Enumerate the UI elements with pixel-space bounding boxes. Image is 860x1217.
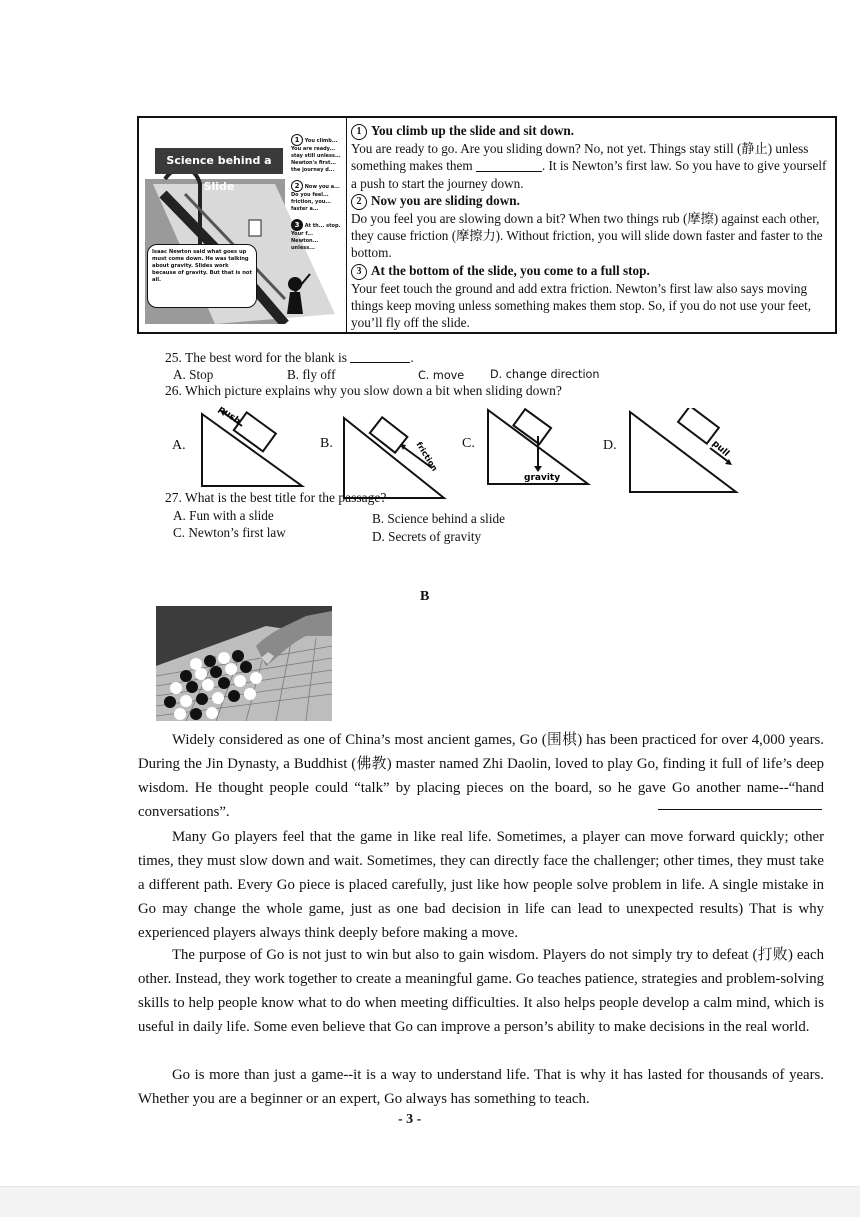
figure-c-label: C. <box>462 436 475 451</box>
q27-option-d: D. Secrets of gravity <box>372 529 482 544</box>
figure-a-incline <box>198 402 306 488</box>
page-bottom-band <box>0 1186 860 1217</box>
image-side-notes <box>291 134 341 252</box>
section-1-heading: 1 You climb up the slide and sit down. <box>351 122 833 140</box>
paragraph-1-underline <box>658 809 822 810</box>
note-text-3: At th... stop. Your f... Newton... unless... <box>291 223 341 251</box>
question-25-stem: 25. The best word for the blank is . <box>165 350 414 365</box>
note-text-1: You climb... You are ready... stay still unless... Newton's first... the journey d... <box>291 138 341 173</box>
figure-a-arrow-label: push <box>216 404 243 427</box>
question-27-stem: 27. What is the best title for the passage? <box>165 490 387 505</box>
go-board-drawing <box>156 606 332 721</box>
figure-c-arrow-label: gravity <box>524 473 561 483</box>
q25-option-a: A. Stop <box>173 367 214 382</box>
note-number-2: 2 <box>291 180 303 192</box>
passage-b-paragraph-3: The purpose of Go is not just to win but also to gain wisdom. Players do not simply try to defeat (打败) each other. Instead, they work together to create a meaningful game. Go teaches patience, strategies and problem-solving skills to help people know what to do when meeting difficulties. It also helps people develop a calm mind, which is useful in daily life. Some even believe that Go can improve a person’s ability to make decisions in the real world. <box>138 947 824 1035</box>
section-2-text: Do you feel you are slowing down a bit? When two things rub (摩擦) against each other, they cause friction (摩擦力). Without friction, you will slide down faster and faster to the bottom. <box>351 210 823 261</box>
circled-number-3: 3 <box>351 264 367 280</box>
passage-b-heading: B <box>420 589 430 604</box>
section-2-heading: 2 Now you are sliding down. <box>351 192 833 210</box>
question-26-stem: 26. Which picture explains why you slow down a bit when sliding down? <box>165 383 562 398</box>
q25-option-b: B. fly off <box>287 367 336 382</box>
q25-option-d: D. change direction <box>490 368 600 381</box>
passage-b-paragraph-4: Go is more than just a game--it is a way to understand life. That is why it has lasted for thousands of years. Whether you are a beginner or an expert, Go always has something to teach. <box>138 1067 824 1107</box>
note-number-1: 1 <box>291 134 303 146</box>
note-text-2: Now you a... Do you feel... friction, you... faster a... <box>291 184 340 212</box>
section-1-text: You are ready to go. Are you sliding down? No, not yet. Things stay still (静止) unless something makes them . It is Newton’s first law. So you have to give yourself a push to start the journey down. <box>351 141 827 191</box>
slide-image-title: Science behind a Slide <box>155 148 283 174</box>
q27-option-a: A. Fun with a slide <box>173 508 274 523</box>
q27-option-b: B. Science behind a slide <box>372 511 505 526</box>
note-number-3: 3 <box>291 219 303 231</box>
passage-b-paragraph-2: Many Go players feel that the game in like real life. Sometimes, a player can move forward quickly; other times, they must slow down and wait. Sometimes, they can directly face the challenger; other times, they must take a different path. Every Go piece is placed carefully, just like how people solve problem in life. A single mistake in Go may change the whole game, just as one bad decision in life can lead to unexpected results) That is why experienced players always think deeply before making a move. <box>138 829 824 941</box>
passage-b-paragraph-1: Widely considered as one of China’s most ancient games, Go (围棋) has been practiced for over 4,000 years. During the Jin Dynasty, a Buddhist (佛教) master named Zhi Daolin, loved to play Go, finding it full of life’s deep wisdom. He thought people could “talk” by placing pieces on the board, so he gave Go another name--“hand conversations”. <box>138 732 824 820</box>
figure-b-arrow-label: friction <box>414 440 440 473</box>
figure-d-arrow-label: pull <box>709 438 731 459</box>
figure-d-label: D. <box>603 438 617 453</box>
answer-blank <box>476 159 542 172</box>
slide-passage-text <box>351 122 833 332</box>
circled-number-1: 1 <box>351 124 367 140</box>
figure-a-label: A. <box>172 438 186 453</box>
go-board-photo <box>156 606 332 721</box>
section-3-text: Your feet touch the ground and add extra friction. Newton’s first law also says moving things keep moving unless something makes them stop. So, if you do not use your feet, you’ll fly off the slide. <box>351 280 812 331</box>
section-3-heading: 3 At the bottom of the slide, you come to a full stop. <box>351 262 833 280</box>
circled-number-2: 2 <box>351 194 367 210</box>
q25-option-c: C. move <box>418 369 465 382</box>
figure-b-incline <box>340 414 460 500</box>
slide-passage-box <box>137 116 837 334</box>
figure-d-incline <box>626 408 740 494</box>
figure-c-incline <box>484 408 592 488</box>
q27-option-c: C. Newton’s first law <box>173 525 286 540</box>
figure-b-label: B. <box>320 436 333 451</box>
slide-illustration <box>139 118 347 332</box>
page-number: - 3 - <box>398 1112 422 1127</box>
newton-speech-bubble: Isaac Newton said what goes up must come down. He was talking about gravity. Slides work because of gravity. But that is not all. <box>147 244 257 308</box>
question-25-blank <box>350 351 410 363</box>
